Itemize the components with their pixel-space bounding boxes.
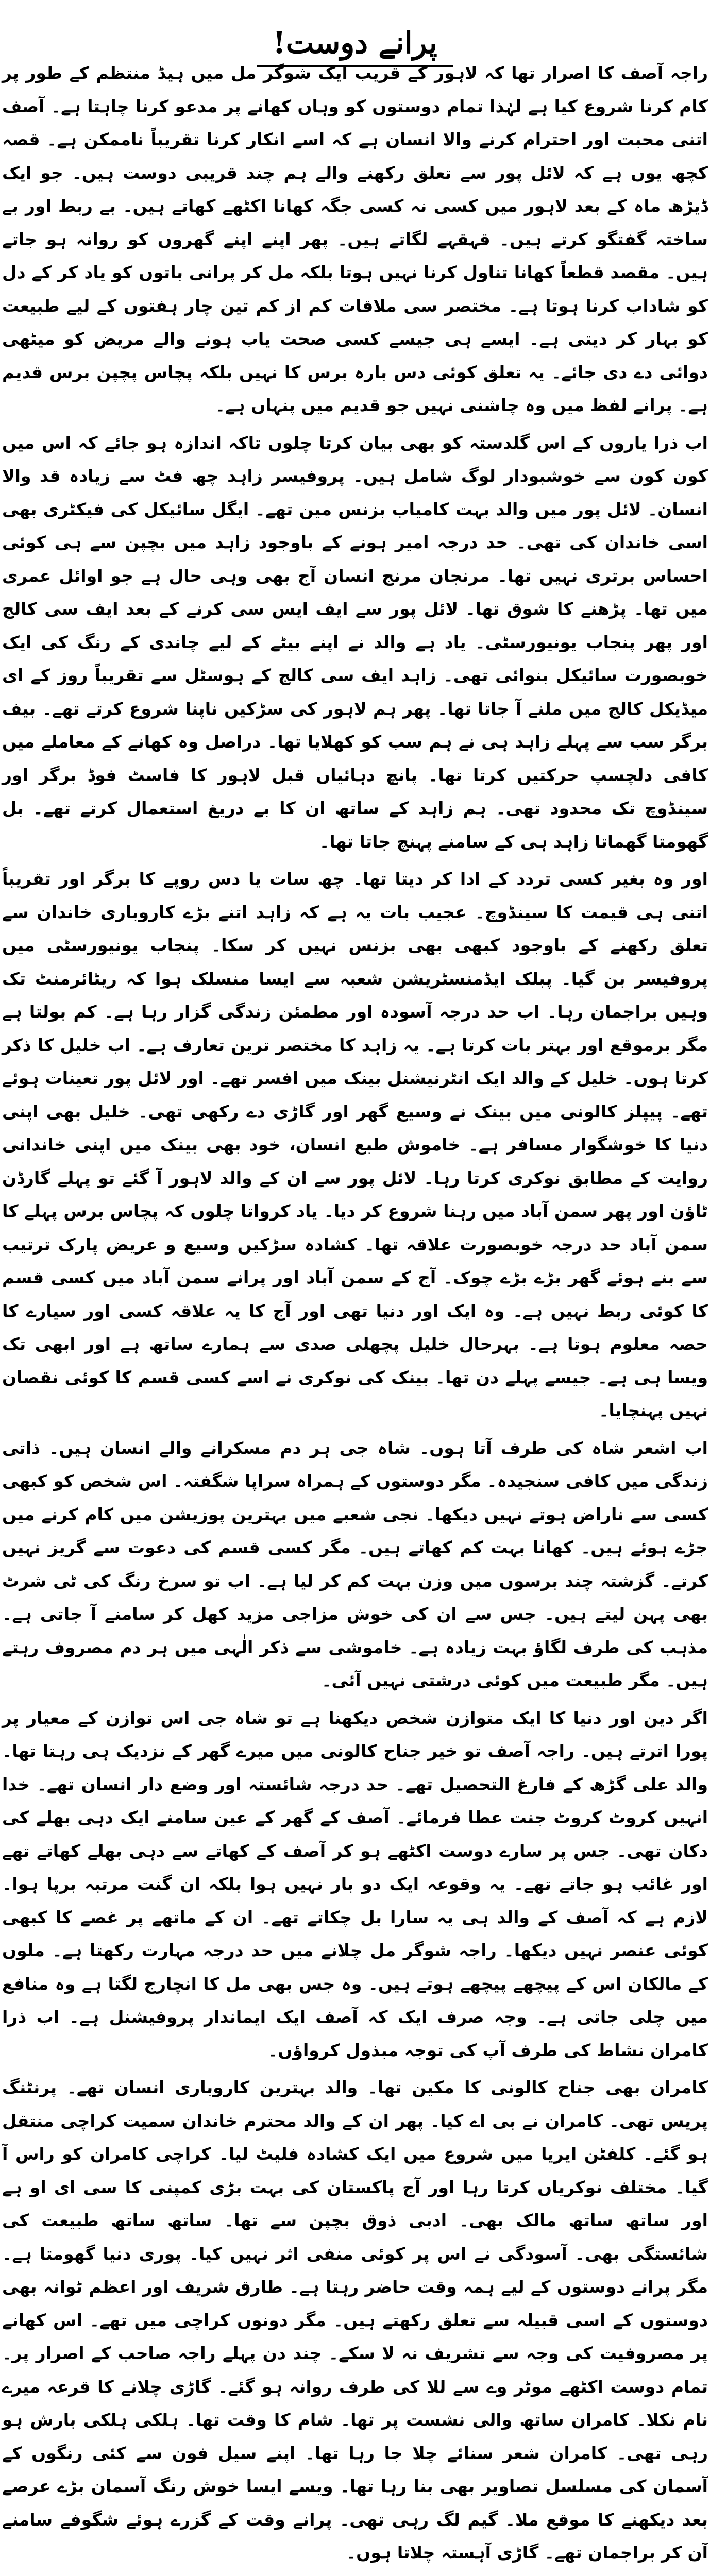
- paragraph: اب ذرا یاروں کے اس گلدستہ کو بھی بیان کرتا چلوں تاکہ اندازہ ہو جائے کہ اس میں کون کون سے خوشبودار لوگ شامل ہیں۔ پروفیسر زاہد چھ فٹ سے زیادہ قد والا انسان۔ لائل پور میں والد بہت کامیاب بزنس مین تھے۔ ایگل سائیکل کی فیکٹری بھی اسی خاندان کی تھی۔ حد درجہ امیر ہونے کے باوجود زاہد میں بچپن سے ہی کوئی احساس برتری نہیں تھا۔ مرنجان مرنج انسان آج بھی وہی حال ہے جو اوائل عمری میں تھا۔ پڑھنے کا شوق تھا۔ لائل پور سے ایف ایس سی کرنے کے بعد ایف سی کالج اور پھر پنجاب یونیورسٹی۔ یاد ہے والد نے اپنے بیٹے کے لیے چاندی کے رنگ کی ایک خوبصورت سائیکل بنوائی تھی۔ زاہد ایف سی کالج کے ہوسٹل سے تقریباً روز کے ای میڈیکل کالج میں ملنے آ جاتا تھا۔ پھر ہم لاہور کی سڑکیں ناپنا شروع کرتے تھے۔ بیف برگر سب سے پہلے زاہد ہی نے ہم سب کو کھلایا تھا۔ دراصل وہ کھانے کے معاملے میں کافی دلچسپ حرکتیں کرتا تھا۔ پانچ دہائیاں قبل لاہور کا فاسٹ فوڈ برگر اور سینڈوچ تک محدود تھی۔ ہم زاہد کے ساتھ ان کا بے دریغ استعمال کرتے تھے۔ بل گھومتا گھماتا زاہد ہی کے سامنے پہنچ جاتا تھا۔: [2, 427, 708, 859]
- paragraph: اب اشعر شاہ کی طرف آتا ہوں۔ شاہ جی ہر دم مسکرانے والے انسان ہیں۔ ذاتی زندگی میں کافی سنجیدہ۔ مگر دوستوں کے ہمراہ سراپا شگفتہ۔ اس شخص کو کبھی کسی سے ناراض ہوتے نہیں دیکھا۔ نجی شعبے میں بہترین پوزیشن میں کام کرنے میں جڑے ہوئے ہیں۔ کھانا بہت کم کھاتے ہیں۔ مگر کسی قسم کی دعوت سے گریز نہیں کرتے۔ گزشتہ چند برسوں میں وزن بہت کم کر لیا ہے۔ اب تو سرخ رنگ کی ٹی شرٹ بھی پہن لیتے ہیں۔ جس سے ان کی خوش مزاجی مزید کھل کر سامنے آ جاتی ہے۔ مذہب کی طرف لگاؤ بہت زیادہ ہے۔ خاموشی سے ذکر الٰہی میں ہر دم مصروف رہتے ہیں۔ مگر طبیعت میں کوئی درشتی نہیں آئی۔: [2, 1432, 708, 1698]
- paragraph: اگر دین اور دنیا کا ایک متوازن شخص دیکھنا ہے تو شاہ جی اس توازن کے معیار پر پورا اترتے ہیں۔ راجہ آصف تو خیر جناح کالونی میں میرے گھر کے نزدیک ہی رہتا تھا۔ والد علی گڑھ کے فارغ التحصیل تھے۔ حد درجہ شائستہ اور وضع دار انسان تھے۔ خدا انہیں کروٹ کروٹ جنت عطا فرمائے۔ آصف کے گھر کے عین سامنے ایک دہی بھلے کی دکان تھی۔ جس پر سارے دوست اکٹھے ہو کر آصف کے کھاتے سے دہی بھلے کھاتے تھے اور غائب ہو جاتے تھے۔ یہ وقوعہ ایک دو بار نہیں ہوا بلکہ ان گنت مرتبہ برپا ہوا۔ لازم ہے کہ آصف کے والد ہی یہ سارا بل چکاتے تھے۔ ان کے ماتھے پر غصے کا کبھی کوئی عنصر نہیں دیکھا۔ راجہ شوگر مل چلانے میں حد درجہ مہارت رکھتا ہے۔ ملوں کے مالکان اس کے پیچھے پیچھے ہوتے ہیں۔ وہ جس بھی مل کا انچارج لگتا ہے وہ منافع میں چلی جاتی ہے۔ وجہ صرف ایک کہ آصف ایک ایماندار پروفیشنل ہے۔ اب ذرا کامران نشاط کی طرف آپ کی توجہ مبذول کرواؤں۔: [2, 1702, 708, 2067]
- paragraph: کامران بھی جناح کالونی کا مکین تھا۔ والد بہترین کاروباری انسان تھے۔ پرنٹنگ پریس تھی۔ کامران نے بی اے کیا۔ پھر ان کے والد محترم خاندان سمیت کراچی منتقل ہو گئے۔ کلفٹن ایریا میں شروع میں ایک کشادہ فلیٹ لیا۔ کراچی کامران کو راس آ گیا۔ مختلف نوکریاں کرتا رہا اور آج پاکستان کی بہت بڑی کمپنی کا سی ای او ہے اور ساتھ ساتھ مالک بھی۔ ادبی ذوق بچپن سے تھا۔ ساتھ ساتھ طبیعت کی شائستگی بھی۔ آسودگی نے اس پر کوئی منفی اثر نہیں کیا۔ پوری دنیا گھومتا ہے۔ مگر پرانے دوستوں کے لیے ہمہ وقت حاضر رہتا ہے۔ طارق شریف اور اعظم ٹوانہ بھی دوستوں کے اسی قبیلہ سے تعلق رکھتے ہیں۔ مگر دونوں کراچی میں تھے۔ اس کھانے پر مصروفیت کی وجہ سے تشریف نہ لا سکے۔ چند دن پہلے راجہ صاحب کے اصرار پر۔ تمام دوست اکٹھے موٹر وے سے للا کی طرف روانہ ہو گئے۔ گاڑی چلانے کا قرعہ میرے نام نکلا۔ کامران ساتھ والی نشست پر تھا۔ شام کا وقت تھا۔ ہلکی ہلکی بارش ہو رہی تھی۔ کامران شعر سنائے چلا جا رہا تھا۔ اپنے سیل فون سے کئی رنگوں کے آسمان کی مسلسل تصاویر بھی بنا رہا تھا۔ ویسے ایسا خوش رنگ آسمان بڑے عرصے بعد دیکھنے کا موقع ملا۔ گیم لگ رہی تھی۔ پرانے وقت کے گزرے ہوئے شگوفے سامنے آن کر براجمان تھے۔ گاڑی آہستہ چلاتا ہوں۔: [2, 2071, 708, 2570]
- article-body: [2, 57, 708, 2576]
- paragraph: [2, 2574, 708, 2576]
- paragraph: اور وہ بغیر کسی تردد کے ادا کر دیتا تھا۔ چھ سات یا دس روپے کا برگر اور تقریباً اتنی ہی قیمت کا سینڈوچ۔ عجیب بات یہ ہے کہ زاہد اتنے بڑے کاروباری خاندان سے تعلق رکھنے کے باوجود کبھی بھی بزنس نہیں کر سکا۔ پنجاب یونیورسٹی میں پروفیسر بن گیا۔ پبلک ایڈمنسٹریشن شعبہ سے ایسا منسلک ہوا کہ ریٹائرمنٹ تک وہیں براجمان رہا۔ اب حد درجہ آسودہ اور مطمئن زندگی گزار رہا ہے۔ کم بولتا ہے مگر برموقع اور بہتر بات کرتا ہے۔ یہ زاہد کا مختصر ترین تعارف ہے۔ اب خلیل کا ذکر کرتا ہوں۔ خلیل کے والد ایک انٹرنیشنل بینک میں افسر تھے۔ اور لائل پور تعینات ہوئے تھے۔ پیپلز کالونی میں بینک نے وسیع گھر اور گاڑی دے رکھی تھی۔ خلیل بھی اپنی دنیا کا خوشگوار مسافر ہے۔ خاموش طبع انسان، خود بھی بینک میں اپنی خاندانی روایت کے مطابق نوکری کرتا رہا۔ لائل پور سے ان کے والد لاہور آ گئے تو پہلے گارڈن ٹاؤن اور پھر سمن آباد میں رہنا شروع کر دیا۔ یاد کرواتا چلوں کہ پچاس برس پہلے کا سمن آباد حد درجہ خوبصورت علاقہ تھا۔ کشادہ سڑکیں وسیع و عریض پارک ترتیب سے بنے ہوئے گھر بڑے بڑے چوک۔ آج کے سمن آباد اور پرانے سمن آباد میں کسی قسم کا کوئی ربط نہیں ہے۔ وہ ایک اور دنیا تھی اور آج کا یہ علاقہ کسی اور سیارے کا حصہ معلوم ہوتا ہے۔ بہرحال خلیل پچھلی صدی سے ہمارے ساتھ ہے اور ابھی تک ویسا ہی ہے۔ جیسے پہلے دن تھا۔ بینک کی نوکری نے اسے کسی قسم کا کوئی نقصان نہیں پہنچایا۔: [2, 862, 708, 1428]
- article-title: پرانے دوست!: [257, 23, 452, 67]
- title-block: [2, 0, 708, 57]
- paragraph: راجہ آصف کا اصرار تھا کہ لاہور کے قریب ایک شوگر مل میں ہیڈ منتظم کے طور پر کام کرنا شروع کیا ہے لہٰذا تمام دوستوں کو وہاں کھانے پر مدعو کرنا چاہتا ہے۔ آصف اتنی محبت اور احترام کرنے والا انسان ہے کہ اسے انکار کرنا تقریباً ناممکن ہے۔ قصہ کچھ یوں ہے کہ لائل پور سے تعلق رکھنے والے ہم چند قریبی دوست ہیں۔ جو ایک ڈیڑھ ماہ کے بعد لاہور میں کسی نہ کسی جگہ کھانا اکٹھے کھاتے ہیں۔ بے ربط اور بے ساختہ گفتگو کرتے ہیں۔ قہقہے لگاتے ہیں۔ پھر اپنے اپنے گھروں کو روانہ ہو جاتے ہیں۔ مقصد قطعاً کھانا تناول کرنا نہیں ہوتا بلکہ مل کر پرانی باتوں کو یاد کر کے دل کو شاداب کرنا ہوتا ہے۔ مختصر سی ملاقات کم از کم تین چار ہفتوں کے لیے طبیعت کو بہار کر دیتی ہے۔ ایسے ہی جیسے کسی صحت یاب ہونے والے مریض کو میٹھی دوائی دے دی جائے۔ یہ تعلق کوئی دس بارہ برس کا نہیں بلکہ پچاس پچپن برس قدیم ہے۔ پرانے لفظ میں وہ چاشنی نہیں جو قدیم میں پنہاں ہے۔: [2, 57, 708, 422]
